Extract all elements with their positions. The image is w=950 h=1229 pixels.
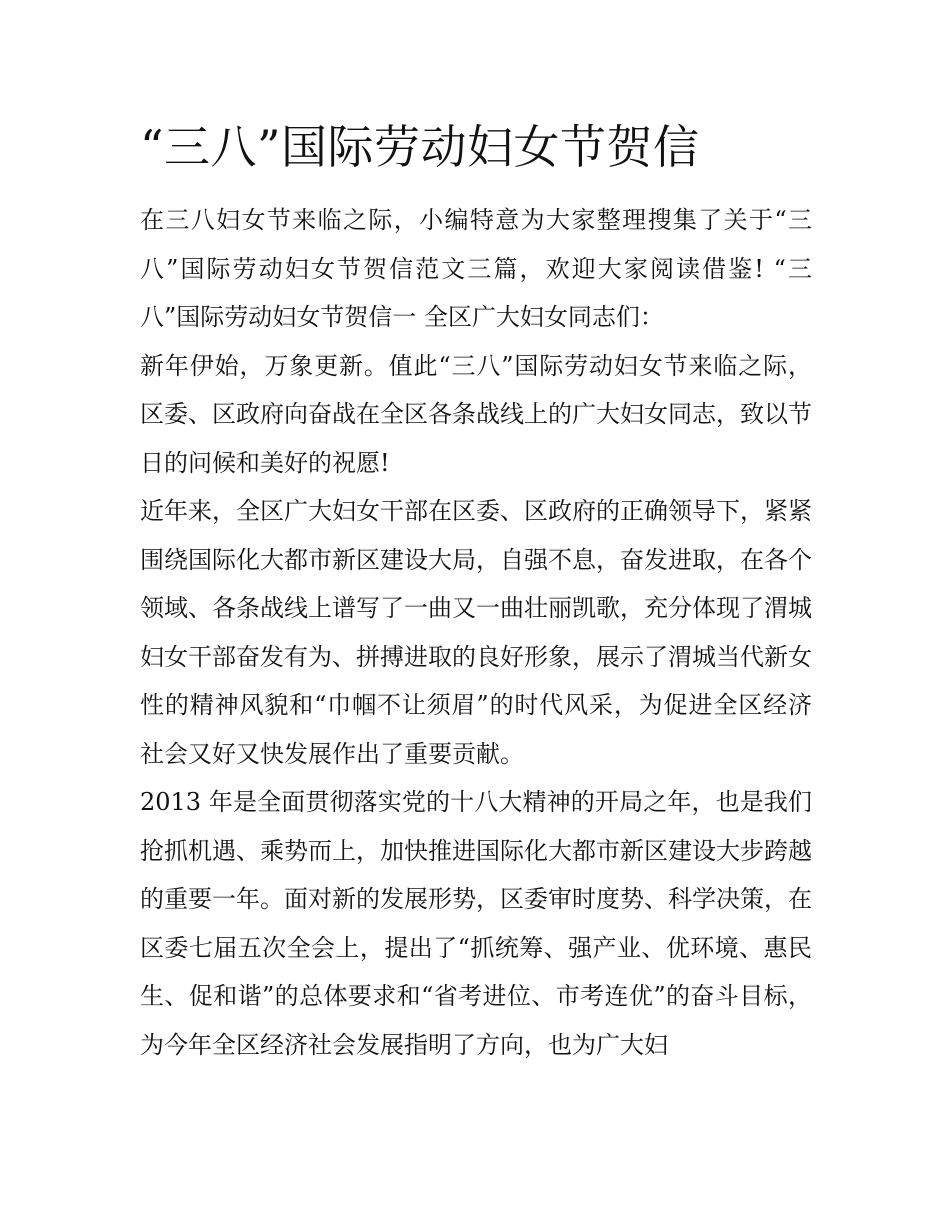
paragraph-greeting: 新年伊始，万象更新。值此“三八”国际劳动妇女节来临之际，区委、区政府向奋战在全区各条战线上的广大妇女同志，致以节日的问候和美好的祝愿! bbox=[140, 351, 812, 477]
paragraph-intro: 在三八妇女节来临之际，小编特意为大家整理搜集了关于“三八”国际劳动妇女节贺信范文三篇，欢迎大家阅读借鉴! “三八”国际劳动妇女节贺信一 全区广大妇女同志们： bbox=[140, 206, 812, 331]
paragraph-achievements: 近年来，全区广大妇女干部在区委、区政府的正确领导下，紧紧围绕国际化大都市新区建设大局，自强不息，奋发进取，在各个领域、各条战线上谱写了一曲又一曲壮丽凯歌，充分体现了渭城妇女干部奋发有为、拼搏进取的良好形象，展示了渭城当代新女性的精神风貌和“巾帼不让须眉”的时代风采，为促进全区经济社会又好又快发展作出了重要贡献。 bbox=[140, 497, 812, 768]
document-page bbox=[140, 112, 812, 1069]
document-title: “三八”国际劳动妇女节贺信 bbox=[140, 120, 700, 174]
paragraph-2013-goals: 2013 年是全面贯彻落实党的十八大精神的开局之年，也是我们抢抓机遇、乘势而上，加快推进国际化大都市新区建设大步跨越的重要一年。面对新的发展形势，区委审时度势、科学决策，在区委七届五次全会上，提出了“抓统筹、强产业、优环境、惠民生、促和谐”的总体要求和“省考进位、市考连优”的奋斗目标，为今年全区经济社会发展指明了方向，也为广大妇 bbox=[140, 788, 812, 1059]
